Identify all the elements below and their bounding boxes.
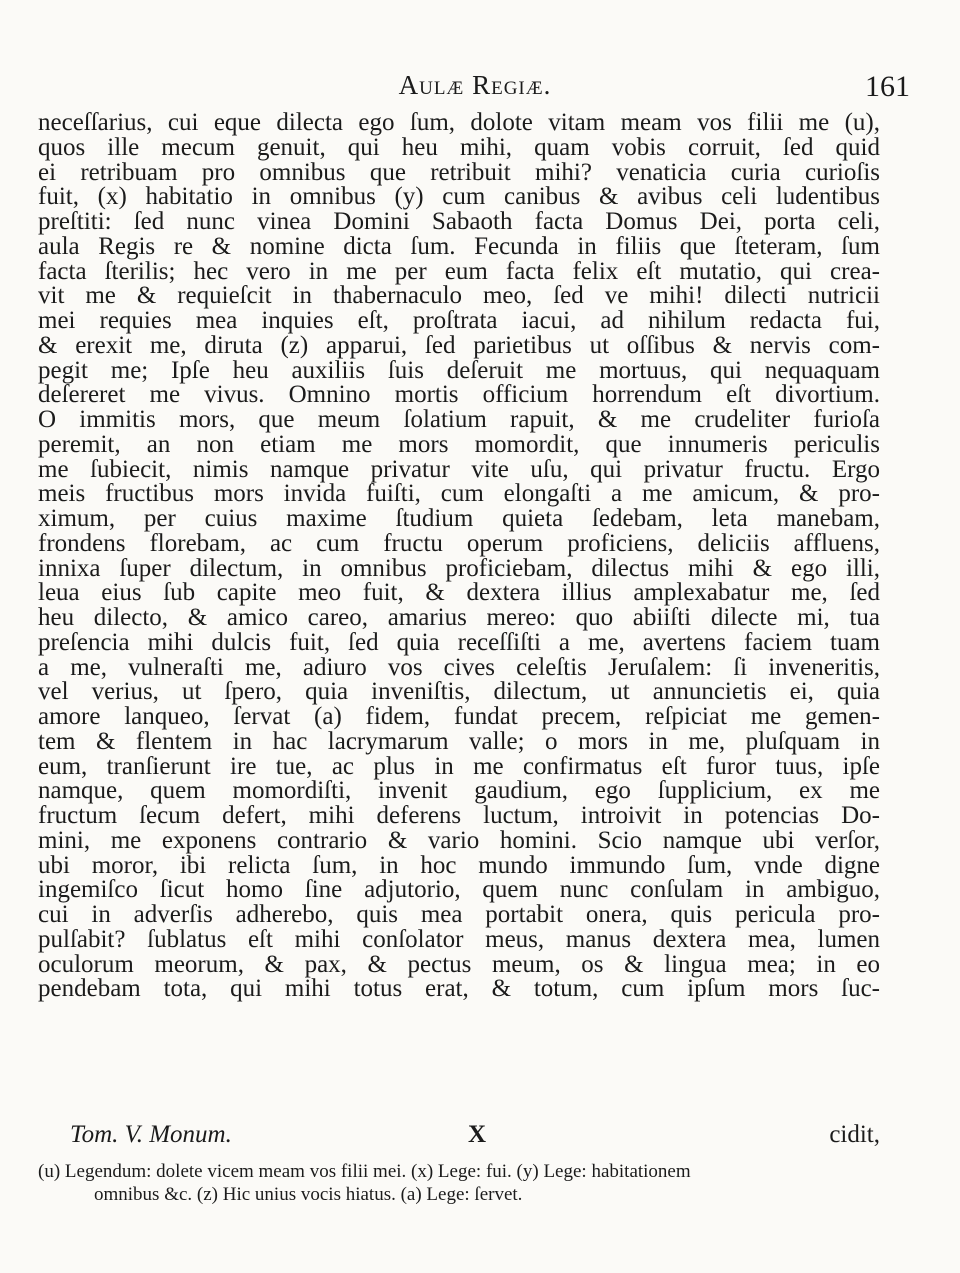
text-line: pulſabit? ſublatus eſt mihi conſolator meus, manus dextera mea, lumen [38, 925, 880, 953]
text-line: quos ille mecum genuit, qui heu mihi, quam vobis corruit, ſed quid [38, 133, 880, 161]
text-line: mei requies mea inquies eſt, proſtrata iacui, ad nihilum redacta fui, [38, 307, 880, 334]
text-line: heu dilecto, & amico careo, amarius mereo: quo abiiſti dilecte mi, tua [38, 604, 880, 631]
volume-signature: Tom. V. Monum. [70, 1121, 232, 1148]
text-line: & erexit me, diruta (z) apparui, ſed parietibus ut oſſibus & nervis com- [38, 331, 880, 359]
text-line: ingemiſco ſicut homo ſine adjutorio, quem nunc conſulam in ambiguo, [38, 876, 880, 904]
text-line: ximum, per cuius maxime ſtudium quieta ſedebam, leta manebam, [38, 505, 880, 532]
running-head: Aulæ Regiæ. [398, 70, 552, 100]
footnote-line: omnibus &c. (z) Hic unius vocis hiatus. (a) Lege: ſervet. [94, 1184, 523, 1205]
text-line: mini, me exponens contrario & vario homini. Scio namque ubi verſor, [38, 826, 880, 854]
text-line: fuit, (x) habitatio in omnibus (y) cum canibus & avibus celi ludentibus [38, 183, 880, 211]
text-line: ei retribuam pro omnibus que retribuit mihi? venaticia curia curioſis [38, 158, 880, 186]
text-line: frondens florebam, ac cum fructu operum proficiens, deliciis affluens, [38, 529, 880, 557]
text-line: leua eius ſub capite meo fuit, & dextera illius amplexabatur me, ſed [38, 579, 880, 607]
catchword: cidit, [829, 1121, 880, 1148]
text-line: pendebam tota, qui mihi totus erat, & totum, cum ipſum mors ſuc- [38, 975, 880, 1003]
text-line: peremit, an non etiam me mors momordit, que innumeris periculis [38, 430, 880, 458]
text-line: vit me & requieſcit in thabernaculo meo, ſed ve mihi! dilecti nutricii [38, 282, 880, 310]
text-line: ubi moror, ibi relicta ſum, in hoc mundo immundo ſum, vnde digne [38, 851, 880, 879]
text-line: meis fructibus mors invida fuiſti, cum elongaſti a me amicum, & pro- [38, 480, 880, 508]
text-line: a me, vulneraſti me, adiuro vos cives celeſtis Jeruſalem: ſi inveneritis, [38, 653, 880, 681]
text-line: me ſubiecit, nimis namque privatur vite uſu, qui privatur fructu. Ergo [38, 455, 880, 483]
page-number: 161 [865, 70, 910, 103]
signature-line [38, 1121, 880, 1147]
text-line: innixa ſuper dilectum, in omnibus proficiebam, dilectus mihi & ego illi, [38, 554, 880, 582]
text-line: vel verius, ut ſpero, quia inveniſtis, dilectum, ut annuncietis ei, quia [38, 678, 880, 706]
text-line: cui in adverſis adherebo, quis mea portabit onera, quis pericula pro- [38, 901, 880, 928]
text-line: preſencia mihi dulcis fuit, ſed quia receſſiſti a me, avertens faciem tuam [38, 628, 880, 656]
text-line: tem & flentem in hac lacrymarum valle; o mors in me, pluſquam in [38, 727, 880, 755]
text-line: deſereret me vivus. Omnino mortis officium horrendum eſt divortium. [38, 381, 880, 409]
text-line: oculorum meorum, & pax, & pectus meum, os & lingua mea; in eo [38, 950, 880, 978]
text-line: O immitis mors, que meum ſolatium rapuit, & me crudeliter furioſa [38, 406, 880, 433]
text-line: aula Regis re & nomine dicta ſum. Fecunda in filiis que ſteteram, ſum [38, 232, 880, 260]
footnote-line: (u) Legendum: dolete vicem meam vos filii mei. (x) Lege: fui. (y) Lege: habitationem [38, 1161, 691, 1182]
text-line: amore lanqueo, ſervat (a) fidem, fundat precem, reſpiciat me gemen- [38, 703, 880, 730]
text-line: pegit me; Ipſe heu auxiliis ſuis deſeruit me mortuus, qui nequaquam [38, 356, 880, 384]
page-header [40, 70, 910, 110]
text-line: facta ſterilis; hec vero in me per eum facta felix eſt mutatio, qui crea- [38, 257, 880, 285]
text-line: eum, tranſierunt ire tue, ac plus in me confirmatus eſt furor tuus, ipſe [38, 752, 880, 780]
signature-mark: X [468, 1121, 487, 1148]
text-line: preſtiti: ſed nunc vinea Domini Sabaoth facta Domus Dei, porta celi, [38, 208, 880, 235]
body-text [38, 111, 880, 1002]
text-line: namque, quem momordiſti, invenit gaudium, ego ſupplicium, ex me [38, 777, 880, 805]
text-line: neceſſarius, cui eque dilecta ego ſum, dolote vitam meam vos filii me (u), [38, 109, 880, 136]
footnotes [38, 1160, 880, 1206]
text-line: fructum ſecum defert, mihi deferens luctum, introivit in potencias Do- [38, 802, 880, 829]
